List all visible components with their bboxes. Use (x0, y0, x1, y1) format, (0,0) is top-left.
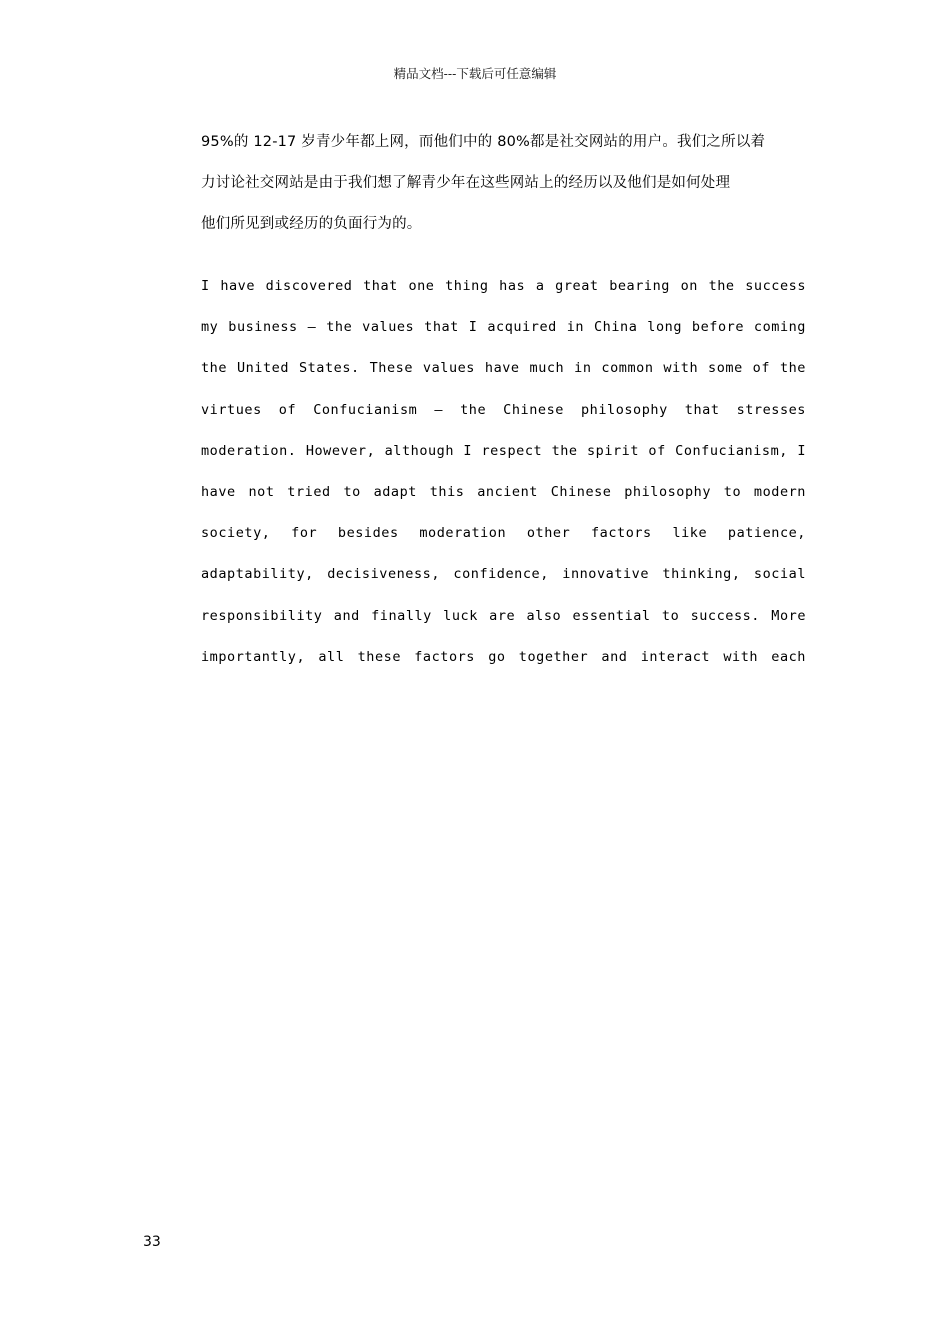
english-line: society, for besides moderation other factors like patience, (201, 525, 806, 542)
english-line: my business — the values that I acquired in China long before coming (201, 319, 806, 336)
page-header: 精品文档---下载后可任意编辑 (393, 66, 557, 81)
chinese-line: 力讨论社交网站是由于我们想了解青少年在这些网站上的经历以及他们是如何处理 (201, 175, 731, 191)
english-line: virtues of Confucianism — the Chinese philosophy that stresses (201, 401, 806, 418)
english-line: responsibility and finally luck are also essential to success. More (201, 607, 806, 624)
chinese-paragraph (201, 122, 806, 245)
english-paragraph (201, 266, 806, 678)
english-line: adaptability, decisiveness, confidence, innovative thinking, social (201, 566, 806, 583)
english-line: moderation. However, although I respect the spirit of Confucianism, I (201, 442, 806, 459)
page-number: 33 (143, 1234, 161, 1250)
english-line: importantly, all these factors go together and interact with each (201, 648, 806, 665)
english-line: I have discovered that one thing has a great bearing on the success (201, 278, 806, 294)
chinese-line: 95%的 12-17 岁青少年都上网，而他们中的 80%都是社交网站的用户。我们之所以着 (201, 134, 766, 150)
english-line: have not tried to adapt this ancient Chinese philosophy to modern (201, 483, 806, 500)
chinese-line: 他们所见到或经历的负面行为的。 (201, 216, 422, 232)
english-line: the United States. These values have much in common with some of the (201, 360, 806, 377)
